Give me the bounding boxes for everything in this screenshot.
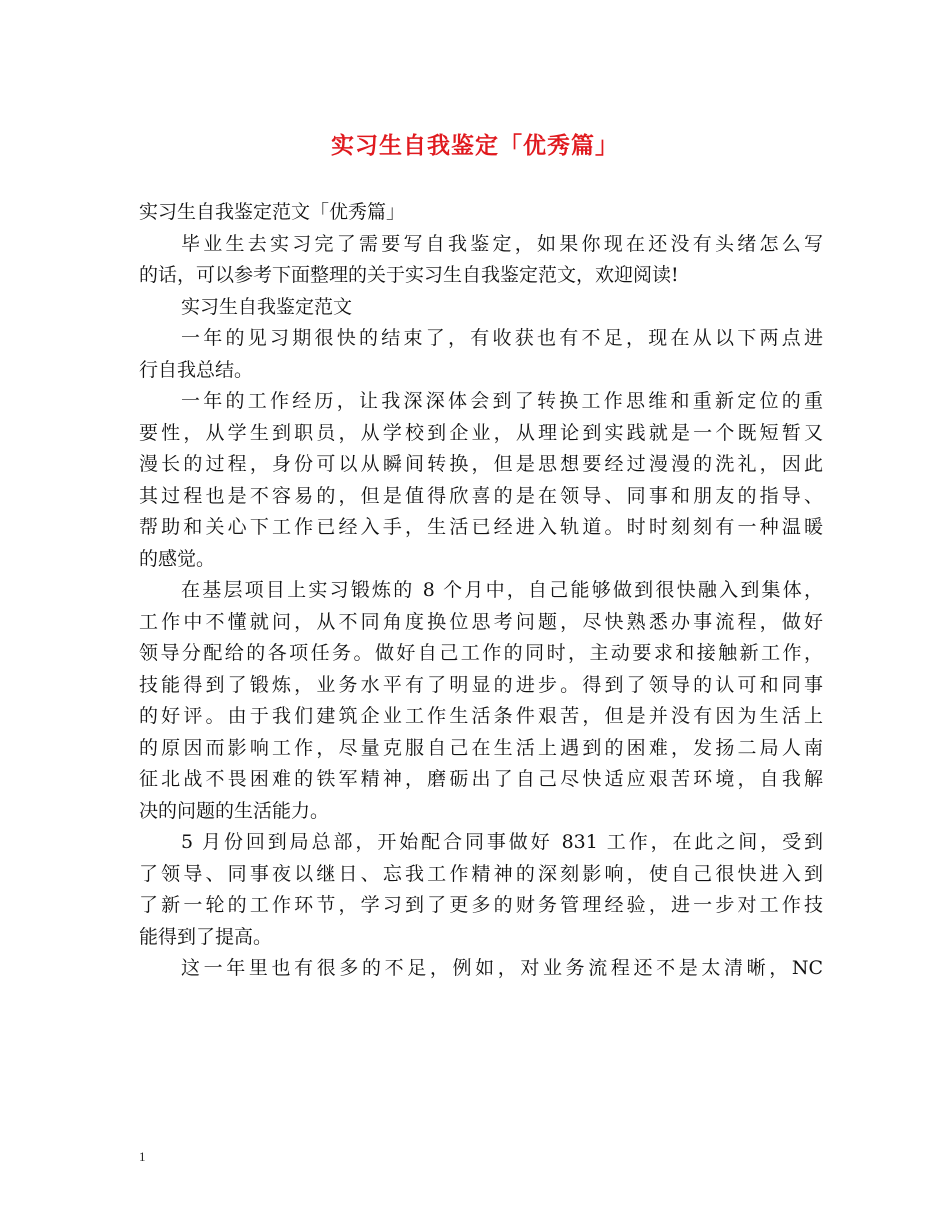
document-title: 实习生自我鉴定「优秀篇」 [331,132,619,159]
paragraph-line: 的原因而影响工作，尽量克服自己在生活上遇到的困难，发扬二局人南 [139,736,823,759]
paragraph-line: 其过程也是不容易的，但是值得欣喜的是在领导、同事和朋友的指导、 [139,484,823,507]
subtitle-line: 实习生自我鉴定范文「优秀篇」 [139,201,406,223]
paragraph-line: 了领导、同事夜以继日、忘我工作精神的深刻影响，使自己很快进入到 [139,862,823,885]
document-body [139,197,823,985]
paragraph-line: 5 月份回到局总部，开始配合同事做好 831 工作，在此之间，受到 [181,831,823,853]
paragraph-line: 决的问题的生活能力。 [139,799,330,822]
paragraph-line: 帮助和关心下工作已经入手，生活已经进入轨道。时时刻刻有一种温暖 [139,516,823,538]
paragraph-line: 的感觉。 [139,547,216,570]
paragraph-line: 毕业生去实习完了需要写自我鉴定，如果你现在还没有头绪怎么写 [181,232,823,255]
paragraph-line: 了新一轮的工作环节，学习到了更多的财务管理经验，进一步对工作技 [139,894,823,916]
paragraph-line: 这一年里也有很多的不足，例如，对业务流程还不是太清晰，NC [181,957,823,979]
section-heading: 实习生自我鉴定范文 [181,295,353,318]
paragraph-line: 的好评。由于我们建筑企业工作生活条件艰苦，但是并没有因为生活上 [139,705,823,727]
paragraph-line: 技能得到了锻炼，业务水平有了明显的进步。得到了领导的认可和同事 [139,673,823,696]
paragraph-line: 行自我总结。 [139,358,254,381]
paragraph-line: 能得到了提高。 [139,925,273,948]
paragraph-line: 在基层项目上实习锻炼的 8 个月中，自己能够做到很快融入到集体， [181,579,823,601]
paragraph-line: 工作中不懂就问，从不同角度换位思考问题，尽快熟悉办事流程，做好 [139,610,823,633]
paragraph-line: 的话，可以参考下面整理的关于实习生自我鉴定范文，欢迎阅读! [139,264,679,286]
paragraph-line: 要性，从学生到职员，从学校到企业，从理论到实践就是一个既短暂又 [139,421,823,444]
paragraph-line: 征北战不畏困难的铁军精神，磨砺出了自己尽快适应艰苦环境，自我解 [139,768,823,790]
paragraph-line: 领导分配给的各项任务。做好自己工作的同时，主动要求和接触新工作， [139,642,823,664]
page-number: 1 [139,1149,146,1164]
paragraph-line: 一年的见习期很快的结束了，有收获也有不足，现在从以下两点进 [181,327,823,349]
paragraph-line: 一年的工作经历，让我深深体会到了转换工作思维和重新定位的重 [181,390,823,412]
paragraph-line: 漫长的过程，身份可以从瞬间转换，但是思想要经过漫漫的洗礼，因此 [139,453,823,475]
